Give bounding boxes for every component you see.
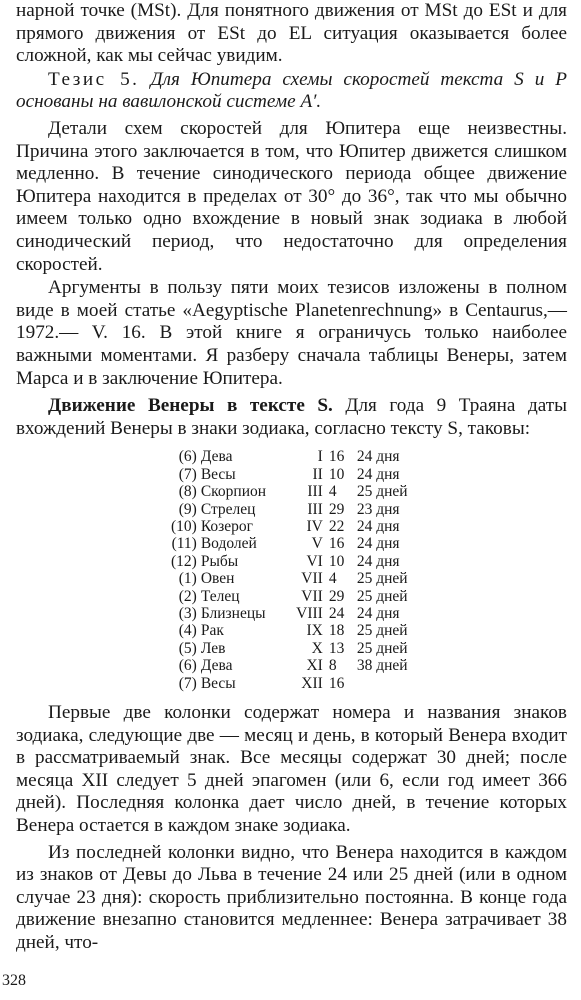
sign-name-cell: Водолей [200,535,257,553]
sign-name-cell: Стрелец [200,500,256,518]
sign-name-cell: Лев [200,639,226,657]
day-cell: 4 [328,483,337,501]
duration-cell: 23 дня [356,500,400,518]
month-cell: II [312,465,323,483]
sign-number-cell: (3) [178,604,197,622]
month-cell: XI [306,657,323,675]
table-row [171,535,427,552]
month-cell: VIII [296,604,323,622]
table-row [171,483,427,500]
table-row [171,448,427,465]
paragraph-arguments: Аргументы в пользу пяти моих тезисов изложены в полном виде в моей статье «Aegyptische Planetenrechnung» в Centaurus,— 1972.— V. 16. В этой книге я ограничусь только наиболее важными моментами. Я разберу сначала таблицы Венеры, затем Марса и в заключение Юпитера. [16,277,567,389]
sign-name-cell: Дева [200,657,233,675]
duration-cell: 25 дней [356,622,408,640]
month-cell: VII [301,587,323,605]
month-cell: IX [306,622,323,640]
table-row [171,570,427,587]
table-row [171,657,427,674]
month-cell: V [311,535,323,553]
thesis-label: Тезис 5. [48,68,140,90]
table-row [171,466,427,483]
duration-cell: 24 дня [356,552,400,570]
sign-number-cell: (9) [178,500,197,518]
page-number: 328 [2,972,26,989]
venus-ingress-table [171,448,427,692]
duration-cell: 24 дня [356,604,400,622]
sign-name-cell: Близнецы [200,604,266,622]
table-row [171,640,427,657]
table-row [171,501,427,518]
day-cell: 4 [328,570,337,588]
duration-cell: 24 дня [356,448,400,466]
table-row [171,588,427,605]
sign-name-cell: Овен [200,570,235,588]
sign-name-cell: Скорпион [200,483,267,501]
sign-name-cell: Козерог [200,517,254,535]
sign-name-cell: Рыбы [200,552,239,570]
day-cell: 16 [328,674,345,692]
day-cell: 8 [328,657,337,675]
table-row [171,518,427,535]
book-page [16,0,567,955]
month-cell: IV [306,517,323,535]
duration-cell: 24 дня [356,517,400,535]
table-row [171,675,427,692]
duration-cell: 38 дней [356,657,408,675]
sign-name-cell: Дева [200,448,233,466]
sign-name-cell: Весы [200,674,236,692]
sign-number-cell: (8) [178,483,197,501]
sign-number-cell: (4) [178,622,197,640]
table-row [171,553,427,570]
month-cell: VII [301,570,323,588]
duration-cell: 24 дня [356,465,400,483]
paragraph-venus-intro [16,395,567,440]
thesis-5 [16,69,567,114]
duration-cell: 25 дней [356,587,408,605]
duration-cell [357,675,427,692]
table-row [171,605,427,622]
paragraph-jupiter-details: Детали схем скоростей для Юпитера еще неизвестны. Причина этого заключается в том, что Юпитер движется слишком медленно. В течение синодического периода общее движение Юпитера находится в пределах от 30° до 36°, так что мы обычно имеем только одно вхождение в новый знак зодиака в любой синодический период, что недостаточно для определения скоростей. [16,117,567,275]
day-cell: 29 [328,500,345,518]
day-cell: 13 [328,639,345,657]
duration-cell: 25 дней [356,570,408,588]
section-heading-venus: Движение Венеры в тексте S. [48,395,333,417]
paragraph-continuation: нарной точке (MSt). Для понятного движения от MSt до ESt и для прямого движения от ESt до EL ситуация оказывается более сложной, как мы сейчас увидим. [16,0,567,67]
month-cell: VI [306,552,323,570]
sign-number-cell: (10) [171,517,197,535]
day-cell: 24 [328,604,345,622]
duration-cell: 25 дней [356,483,408,501]
sign-name-cell: Весы [200,465,236,483]
sign-number-cell: (2) [178,587,197,605]
venus-table-container [171,448,567,692]
day-cell: 10 [328,552,345,570]
sign-name-cell: Телец [200,587,240,605]
venus-intro-text: Для года 9 Траяна даты вхождений Венеры в знаки зодиака, согласно тексту S, таковы: [16,395,568,439]
sign-number-cell: (1) [178,570,197,588]
month-cell: I [317,448,323,466]
table-row [171,622,427,639]
thesis-statement: Для Юпитера схемы скоростей текста S и P основаны на вавилонской системе A′. [16,68,568,113]
day-cell: 18 [328,622,345,640]
paragraph-last-column: Из последней колонки видно, что Венера находится в каждом из знаков от Девы до Льва в течение 24 или 25 дней (или в одном случае 23 дня): скорость приблизительно постоянна. В конце года движение внезапно становится медленнее: Венера затрачивает 38 дней, что- [16,841,567,953]
duration-cell: 24 дня [356,535,400,553]
month-cell: X [311,639,323,657]
day-cell: 16 [328,535,345,553]
day-cell: 10 [328,465,345,483]
month-cell: XII [301,674,323,692]
sign-number-cell: (5) [178,639,197,657]
duration-cell: 25 дней [356,639,408,657]
month-cell: III [307,483,323,501]
sign-number-cell: (12) [171,552,197,570]
sign-number-cell: (11) [171,535,197,553]
day-cell: 22 [328,517,345,535]
day-cell: 29 [328,587,345,605]
sign-number-cell: (7) [178,674,197,692]
sign-number-cell: (6) [178,657,197,675]
paragraph-columns-explained: Первые две колонки содержат номера и названия знаков зодиака, следующие две — месяц и день, в который Венера входит в рассматриваемый знак. Все месяцы содержат 30 дней; после месяца XII следует 5 дней эпагомен (или 6, если год имеет 366 дней). Последняя колонка дает число дней, в течение которых Венера остается в каждом знаке зодиака. [16,701,567,836]
month-cell: III [307,500,323,518]
sign-number-cell: (7) [178,465,197,483]
sign-name-cell: Рак [200,622,224,640]
day-cell: 16 [328,448,345,466]
sign-number-cell: (6) [178,448,197,466]
